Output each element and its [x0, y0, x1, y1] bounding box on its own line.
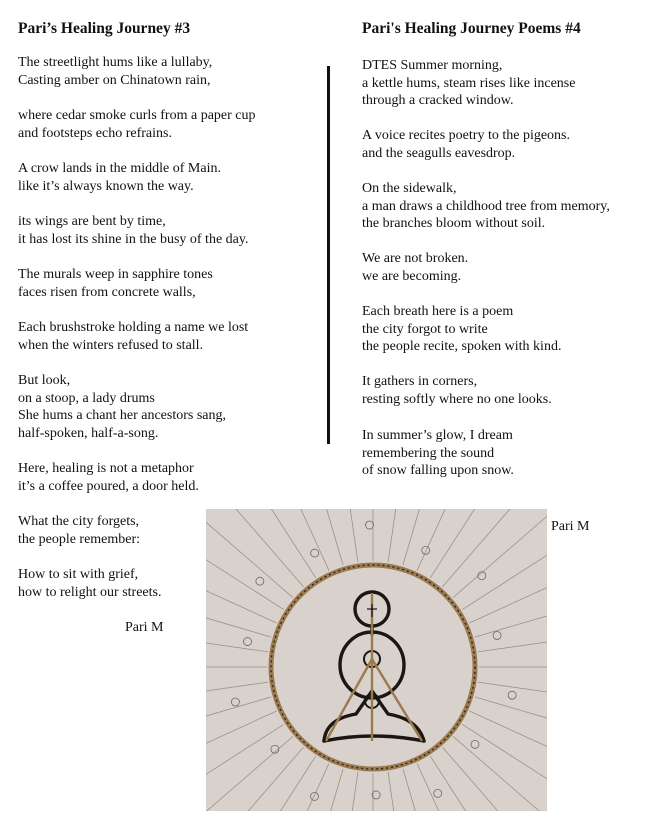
poem-3-stanza	[18, 54, 212, 89]
poem-line: and the seagulls eavesdrop.	[362, 145, 516, 161]
poem-line: of snow falling upon snow.	[362, 463, 514, 478]
poem-4-stanza	[362, 127, 570, 162]
poem-3-stanza	[18, 107, 256, 142]
poem-3-stanza	[18, 213, 248, 248]
poem-line: remembering the sound	[362, 445, 495, 461]
poem-3-signature: Pari M	[125, 620, 164, 635]
poem-line: the city forgot to write	[362, 321, 488, 337]
poem-3-stanza	[18, 372, 226, 442]
poem-4-stanza	[362, 57, 575, 110]
poem-4-signature: Pari M	[551, 519, 590, 534]
poem-line: How to sit with grief,	[18, 567, 139, 582]
poem-line: it’s a coffee poured, a door held.	[18, 478, 199, 494]
poem-3-stanza	[18, 319, 248, 354]
poem-line: a man draws a childhood tree from memory,	[362, 198, 610, 214]
poem-line: A crow lands in the middle of Main.	[18, 161, 221, 176]
poem-line: Here, healing is not a metaphor	[18, 461, 194, 476]
poem-line: the branches bloom without soil.	[362, 216, 546, 231]
poem-line: But look,	[18, 373, 71, 388]
poem-4-stanza	[362, 373, 552, 408]
poem-line: we are becoming.	[362, 268, 462, 284]
poem-line: half-spoken, half-a-song.	[18, 425, 159, 441]
poem-line: where cedar smoke curls from a paper cup	[18, 108, 256, 123]
poem-line: through a cracked window.	[362, 93, 514, 108]
poem-line: a kettle hums, steam rises like incense	[362, 75, 576, 91]
poem-line: like it’s always known the way.	[18, 178, 194, 194]
poem-line: on a stoop, a lady drums	[18, 390, 155, 406]
poem-line: Each brushstroke holding a name we lost	[18, 320, 249, 335]
poem-4-title: Pari's Healing Journey Poems #4	[362, 20, 581, 37]
poem-line: In summer’s glow, I dream	[362, 428, 513, 443]
drawing-background	[206, 509, 547, 811]
poem-line: The murals weep in sapphire tones	[18, 267, 213, 282]
poem-line: its wings are bent by time,	[18, 214, 166, 229]
poem-4-stanza	[362, 303, 561, 356]
poem-4-stanza	[362, 427, 514, 480]
poem-line: the people remember:	[18, 531, 141, 547]
poem-4-stanza	[362, 250, 468, 285]
poem-line: resting softly where no one looks.	[362, 391, 552, 407]
poem-line: What the city forgets,	[18, 514, 140, 529]
poem-line: It gathers in corners,	[362, 374, 478, 389]
poem-line: faces risen from concrete walls,	[18, 284, 196, 300]
poem-line: how to relight our streets.	[18, 584, 162, 600]
poem-3-stanza	[18, 160, 221, 195]
poem-line: On the sidewalk,	[362, 181, 457, 196]
poem-line: We are not broken.	[362, 251, 469, 266]
poem-3-stanza	[18, 460, 199, 495]
poem-line: A voice recites poetry to the pigeons.	[362, 128, 570, 143]
poem-3-stanza	[18, 266, 213, 301]
poem-line: and footsteps echo refrains.	[18, 125, 172, 141]
poem-3-title: Pari’s Healing Journey #3	[18, 20, 191, 37]
meditating-figure-drawing	[206, 509, 547, 811]
poem-3-stanza	[18, 513, 140, 548]
poem-4-stanza	[362, 180, 610, 233]
poem-line: Each breath here is a poem	[362, 304, 514, 319]
poem-line: The streetlight hums like a lullaby,	[18, 55, 213, 70]
poem-line: She hums a chant her ancestors sang,	[18, 408, 226, 423]
poem-3-stanza	[18, 566, 161, 601]
poem-line: the people recite, spoken with kind.	[362, 339, 562, 354]
poem-line: DTES Summer morning,	[362, 58, 503, 73]
poem-line: Casting amber on Chinatown rain,	[18, 72, 211, 88]
poem-line: it has lost its shine in the busy of the day.	[18, 231, 249, 247]
column-divider	[327, 66, 330, 444]
poem-line: when the winters refused to stall.	[18, 337, 204, 353]
